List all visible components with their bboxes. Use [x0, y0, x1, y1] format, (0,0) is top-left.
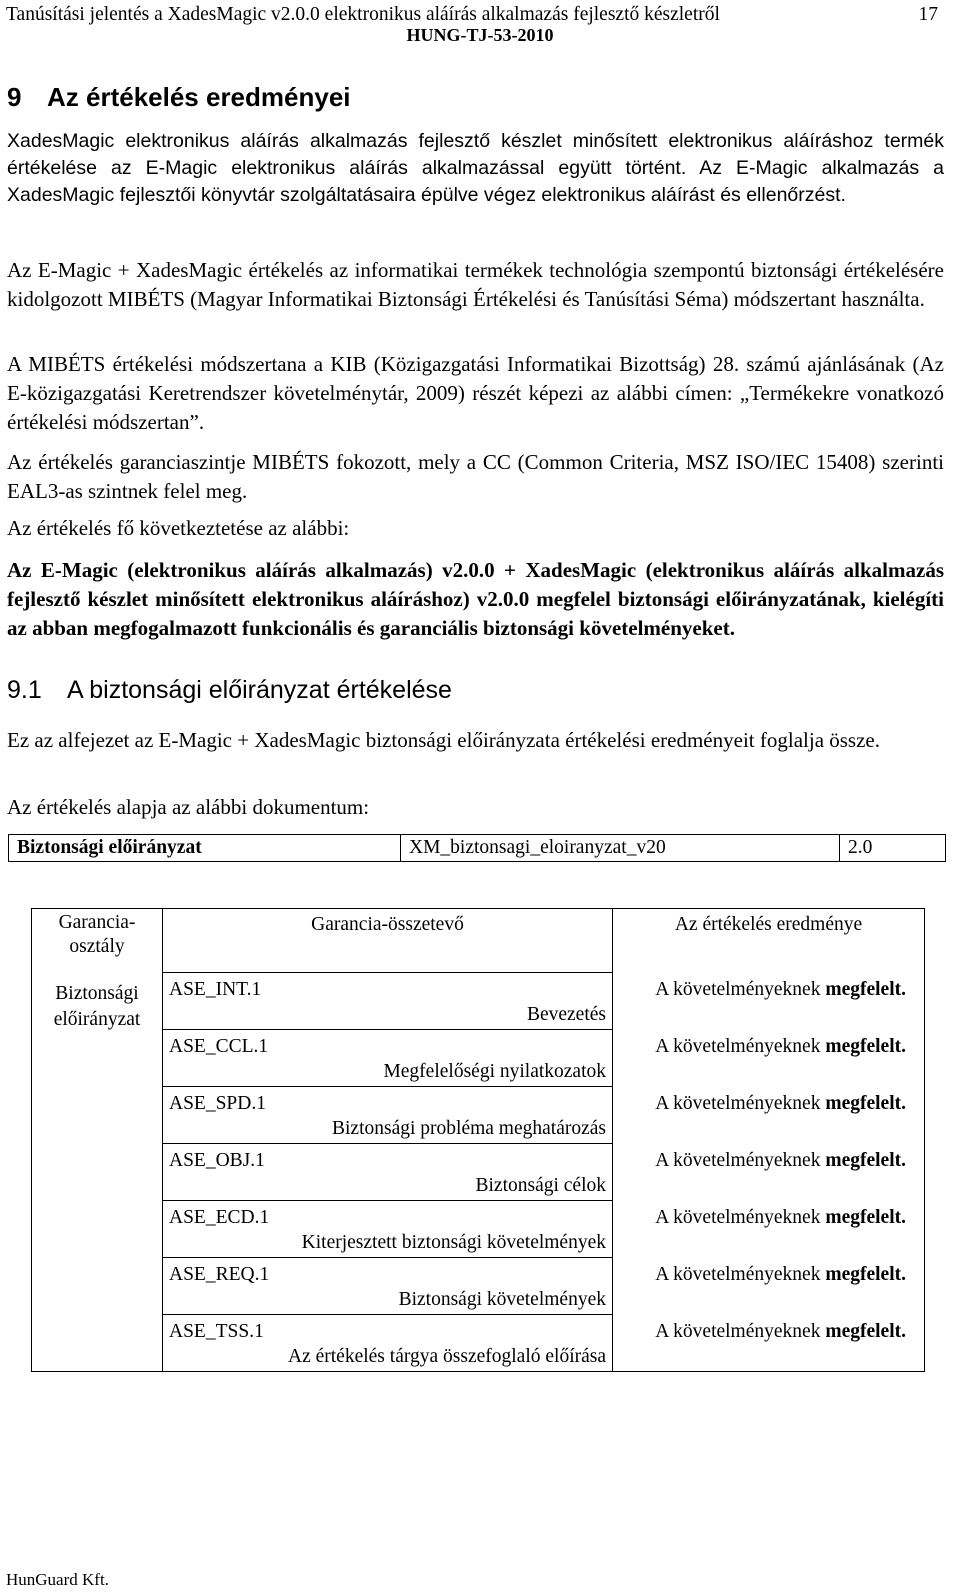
- table-row: [32, 1144, 925, 1201]
- conclusion-text: Az E-Magic (elektronikus aláírás alkalmazás) v2.0.0 + XadesMagic (elektronikus aláírás alkalmazás fejlesztő készlet minősített elektronikus aláíráshoz) v2.0.0 megfelel biztonsági előirányzatának, kielégíti az abban megfogalmazott funkcionális és garanciális biztonsági követelményeket.: [7, 558, 944, 640]
- component-cell: [163, 1030, 613, 1087]
- header-assurance-component: Garancia-összetevő: [163, 909, 613, 973]
- subsection-title: A biztonsági előirányzat értékelése: [67, 676, 452, 704]
- component-description: Biztonsági célok: [475, 1175, 606, 1196]
- section-number: 9: [7, 82, 22, 112]
- component-code: ASE_REQ.1: [169, 1264, 270, 1285]
- basis-document-intro: Az értékelés alapja az alábbi dokumentum:: [7, 795, 370, 819]
- assurance-level-paragraph: Az értékelés garanciaszintje MIBÉTS fokozott, mely a CC (Common Criteria, MSZ ISO/IEC 15408) szerinti EAL3-as szintnek felel meg.: [7, 450, 944, 503]
- result-cell: [613, 1030, 925, 1087]
- result-cell: [613, 1201, 925, 1258]
- report-id: HUNG-TJ-53-2010: [406, 25, 554, 45]
- table-row: [32, 1087, 925, 1144]
- component-cell: [163, 1144, 613, 1201]
- result-text: A követelményeknek megfelelt.: [655, 978, 906, 1000]
- page-number: 17: [918, 4, 938, 25]
- component-code: ASE_INT.1: [169, 979, 262, 1000]
- subsection-number: 9.1: [7, 676, 42, 704]
- component-description: Az értékelés tárgya összefoglaló előírása: [288, 1346, 606, 1367]
- section-heading: [7, 82, 351, 113]
- component-description: Bevezetés: [526, 1004, 606, 1025]
- methodology-paragraph: Az E-Magic + XadesMagic értékelés az informatikai termékek technológia szempontú biztonsági értékelésére kidolgozott MIBÉTS (Magyar Informatikai Biztonsági Értékelési és Tanúsítási Séma) módszertant használta.: [7, 258, 944, 311]
- table-row: [32, 973, 925, 1030]
- result-text: A követelményeknek megfelelt.: [655, 1320, 906, 1342]
- result-text: A követelményeknek megfelelt.: [655, 1092, 906, 1114]
- result-cell: [613, 1315, 925, 1372]
- component-description: Biztonsági probléma meghatározás: [332, 1118, 606, 1139]
- component-cell: [163, 1087, 613, 1144]
- result-cell: [613, 973, 925, 1030]
- result-cell: [613, 1144, 925, 1201]
- mibets-paragraph: A MIBÉTS értékelési módszertana a KIB (Közigazgatási Informatikai Bizottság) 28. számú ajánlásának (Az E-közigazgatási Keretrendszer követelménytár, 2009) részét képezi az alábbi címen: „Termékekre vonatkozó értékelési módszertan”.: [7, 352, 944, 434]
- intro-paragraph: XadesMagic elektronikus aláírás alkalmazás fejlesztő készlet minősített elektronikus aláíráshoz termék értékelése az E-Magic elektronikus aláírás alkalmazással együtt történt. Az E-Magic alkalmazás a XadesMagic fejlesztői könyvtár szolgáltatásaira épülve végez elektronikus aláírást és ellenőrzést.: [7, 130, 944, 206]
- subsection-heading: [7, 676, 452, 705]
- header-result: Az értékelés eredménye: [674, 914, 863, 935]
- basis-document-table: [8, 834, 946, 862]
- result-cell: [613, 1258, 925, 1315]
- result-text: A követelményeknek megfelelt.: [655, 1206, 906, 1228]
- component-description: Megfelelőségi nyilatkozatok: [383, 1061, 606, 1082]
- table-row: [9, 835, 946, 862]
- component-code: ASE_TSS.1: [169, 1321, 264, 1342]
- component-cell: [163, 973, 613, 1030]
- assurance-class-cell: [32, 973, 163, 1372]
- component-code: ASE_CCL.1: [169, 1036, 269, 1057]
- conclusion-intro: Az értékelés fő következtetése az alábbi:: [7, 516, 350, 540]
- component-cell: [163, 1258, 613, 1315]
- table-row: [32, 1315, 925, 1372]
- table-row: [32, 1201, 925, 1258]
- component-code: ASE_OBJ.1: [169, 1150, 265, 1171]
- running-header-title: Tanúsítási jelentés a XadesMagic v2.0.0 elektronikus aláírás alkalmazás fejlesztő készletről: [6, 4, 720, 25]
- header-assurance-class: Garancia-osztály: [58, 912, 136, 957]
- document-version: 2.0: [840, 835, 946, 862]
- component-cell: [163, 1201, 613, 1258]
- component-code: ASE_SPD.1: [169, 1093, 266, 1114]
- table-row: [32, 1258, 925, 1315]
- evaluation-results-table: [31, 908, 925, 1372]
- footer-company: HunGuard Kft.: [6, 1570, 109, 1589]
- component-cell: [163, 1315, 613, 1372]
- document-name: Biztonsági előirányzat: [9, 835, 401, 862]
- result-text: A követelményeknek megfelelt.: [655, 1263, 906, 1285]
- section-title: Az értékelés eredményei: [47, 82, 351, 112]
- component-code: ASE_ECD.1: [169, 1207, 270, 1228]
- component-description: Kiterjesztett biztonsági követelmények: [301, 1232, 606, 1253]
- result-text: A követelményeknek megfelelt.: [655, 1149, 906, 1171]
- result-text: A követelményeknek megfelelt.: [655, 1035, 906, 1057]
- subsection-paragraph: Ez az alfejezet az E-Magic + XadesMagic biztonsági előirányzata értékelési eredményeit foglalja össze.: [7, 728, 880, 752]
- table-row: [32, 1030, 925, 1087]
- component-description: Biztonsági követelmények: [398, 1289, 606, 1310]
- assurance-class-name: Biztonsági előirányzat: [53, 982, 141, 1030]
- result-cell: [613, 1087, 925, 1144]
- table-header-row: [32, 909, 925, 973]
- document-file: XM_biztonsagi_eloiranyzat_v20: [401, 835, 840, 862]
